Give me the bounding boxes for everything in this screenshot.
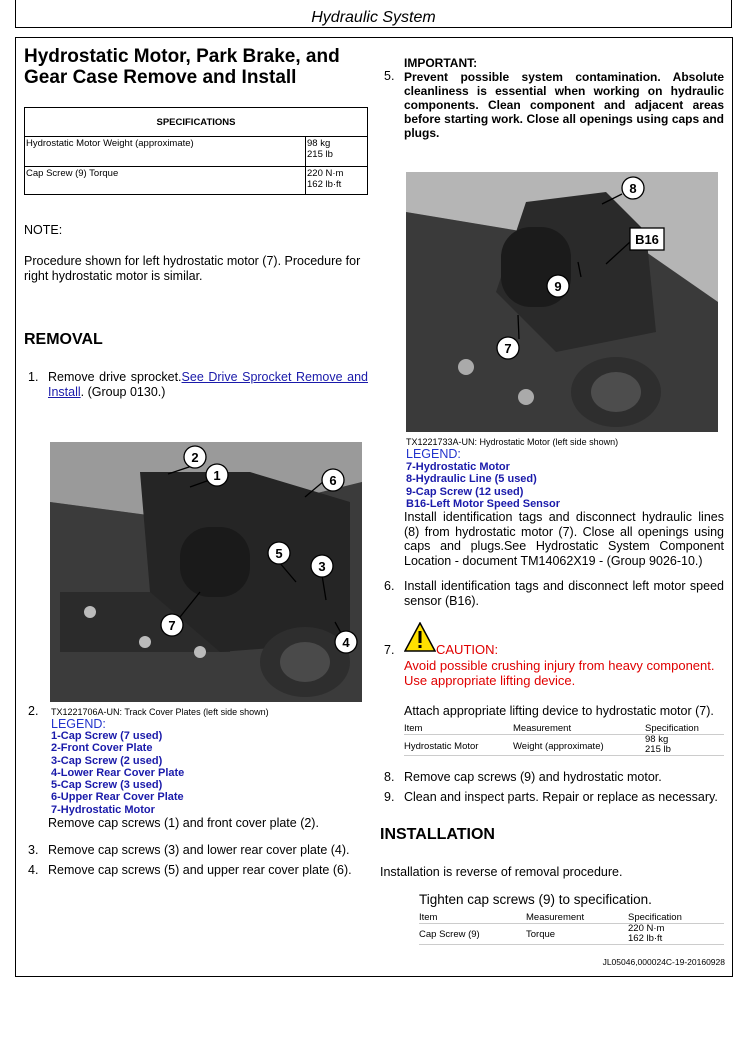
svg-text:5: 5 bbox=[275, 546, 283, 561]
lifting-spec-table bbox=[404, 723, 724, 756]
spec-value: 220 N·m bbox=[307, 168, 344, 179]
step-2-text: Remove cap screws (1) and front cover plate (2). bbox=[48, 816, 319, 830]
spec-value: 162 lb·ft bbox=[307, 179, 342, 190]
tighten-text: Tighten cap screws (9) to specification. bbox=[419, 892, 652, 907]
specifications-table bbox=[24, 107, 368, 195]
svg-text:6: 6 bbox=[329, 473, 337, 488]
spec-value: 215 lb bbox=[307, 149, 333, 160]
svg-text:B16: B16 bbox=[635, 232, 659, 247]
spec-value: 98 kg bbox=[307, 138, 331, 149]
step-number: 7. bbox=[384, 643, 395, 657]
legend-item: 7-Hydrostatic Motor bbox=[51, 803, 155, 816]
svg-text:8: 8 bbox=[629, 181, 637, 196]
step-number: 8. bbox=[384, 770, 395, 784]
spec-label: Hydrostatic Motor Weight (approximate) bbox=[25, 137, 306, 167]
figure-1-caption: TX1221706A-UN: Track Cover Plates (left side shown) bbox=[51, 707, 269, 717]
legend-item: 8-Hydraulic Line (5 used) bbox=[406, 473, 537, 486]
page-header bbox=[15, 0, 732, 28]
legend-item: 1-Cap Screw (7 used) bbox=[51, 730, 163, 742]
step-7-text: Attach appropriate lifting device to hydrostatic motor (7). bbox=[404, 704, 714, 718]
step-4-text: Remove cap screws (5) and upper rear cover plate (6). bbox=[48, 863, 352, 877]
step-number: 4. bbox=[28, 863, 39, 877]
legend-item: 9-Cap Screw (12 used) bbox=[406, 485, 524, 498]
legend-item: 3-Cap Screw (2 used) bbox=[51, 754, 163, 767]
step-3-text: Remove cap screws (3) and lower rear cover plate (4). bbox=[48, 843, 350, 857]
legend-item: 5-Cap Screw (3 used) bbox=[51, 779, 163, 792]
caution-text: Avoid possible crushing injury from heavy component. Use appropriate lifting device. bbox=[404, 658, 715, 688]
step-number: 5. bbox=[384, 69, 395, 83]
svg-text:7: 7 bbox=[504, 341, 512, 356]
important-text: Prevent possible system contamination. Absolute cleanliness is essential when working on hydraulic components. Clean component and adjacent areas before starting work. Close all openings using caps and plugs. bbox=[404, 70, 724, 140]
table-cell: 220 N·m bbox=[628, 923, 665, 934]
step-number: 6. bbox=[384, 579, 395, 593]
legend-item: 6-Upper Rear Cover Plate bbox=[51, 791, 184, 804]
figure-1-legend bbox=[51, 730, 184, 816]
svg-text:9: 9 bbox=[554, 279, 562, 294]
svg-text:1: 1 bbox=[213, 468, 221, 483]
step-text: . (Group 0130.) bbox=[80, 384, 166, 399]
svg-text:4: 4 bbox=[342, 635, 350, 650]
spec-label: Cap Screw (9) Torque bbox=[25, 167, 306, 195]
legend-title: LEGEND: bbox=[406, 447, 461, 461]
caution-label: CAUTION: bbox=[436, 642, 499, 657]
step-number: 2. bbox=[28, 704, 39, 718]
table-header: Specification bbox=[645, 723, 699, 734]
svg-text:2: 2 bbox=[191, 450, 199, 465]
installation-text: Installation is reverse of removal procedure. bbox=[380, 865, 623, 879]
figure-2-legend bbox=[406, 461, 560, 510]
step-5-instructions: Install identification tags and disconnect hydraulic lines (8) from hydrostatic motor (7). Close all openings using caps and plugs.See Hydrostatic System Component Location - document TM14062X19 - (Group 9026-10.) bbox=[404, 510, 724, 568]
table-header: Item bbox=[404, 723, 423, 734]
table-header: Item bbox=[419, 912, 438, 923]
removal-heading: REMOVAL bbox=[24, 331, 103, 348]
hydrostatic-motor-figure bbox=[406, 172, 718, 432]
table-cell: 98 kg bbox=[645, 734, 669, 745]
step-number: 9. bbox=[384, 790, 395, 804]
caution-icon bbox=[404, 622, 436, 652]
table-header: Measurement bbox=[513, 723, 572, 734]
legend-item: 7-Hydrostatic Motor bbox=[406, 461, 510, 473]
step-8-text: Remove cap screws (9) and hydrostatic motor. bbox=[404, 770, 662, 784]
legend-item: 4-Lower Rear Cover Plate bbox=[51, 766, 185, 779]
note-text: Procedure shown for left hydrostatic motor (7). Procedure for right hydrostatic motor is similar. bbox=[24, 254, 361, 283]
torque-spec-table bbox=[419, 912, 724, 945]
track-cover-plates-figure bbox=[50, 442, 362, 702]
header-title: Hydraulic System bbox=[311, 9, 436, 26]
step-6-text: Install identification tags and disconnect left motor speed sensor (B16). bbox=[404, 579, 724, 608]
table-header: Measurement bbox=[526, 912, 585, 923]
drive-sprocket-link[interactable]: See Drive Sprocket Remove and Install bbox=[48, 370, 368, 399]
table-cell: 162 lb·ft bbox=[628, 933, 663, 944]
table-cell: Torque bbox=[526, 929, 556, 940]
page-title: Hydrostatic Motor, Park Brake, and Gear Case Remove and Install bbox=[24, 46, 340, 88]
spec-heading: SPECIFICATIONS bbox=[25, 108, 368, 137]
document-id: JL05046,000024C-19-20160928 bbox=[602, 957, 725, 967]
note-label: NOTE: bbox=[24, 223, 63, 237]
svg-text:7: 7 bbox=[168, 618, 176, 633]
table-cell: Hydrostatic Motor bbox=[404, 741, 479, 752]
legend-title: LEGEND: bbox=[51, 717, 106, 731]
table-header: Specification bbox=[628, 912, 682, 923]
step-number: 3. bbox=[28, 843, 39, 857]
figure-2-caption: TX1221733A-UN: Hydrostatic Motor (left side shown) bbox=[406, 437, 619, 447]
step-1 bbox=[48, 370, 368, 399]
legend-item: B16-Left Motor Speed Sensor bbox=[406, 497, 561, 510]
svg-text:3: 3 bbox=[318, 559, 326, 574]
important-label: IMPORTANT: bbox=[404, 56, 478, 70]
table-cell: Cap Screw (9) bbox=[419, 929, 480, 940]
table-cell: Weight (approximate) bbox=[513, 741, 604, 752]
step-number: 1. bbox=[28, 370, 39, 384]
table-cell: 215 lb bbox=[645, 744, 671, 755]
legend-item: 2-Front Cover Plate bbox=[51, 742, 153, 755]
installation-heading: INSTALLATION bbox=[380, 826, 495, 843]
step-9-text: Clean and inspect parts. Repair or replace as necessary. bbox=[404, 790, 718, 804]
step-text: Remove drive sprocket. bbox=[48, 370, 182, 384]
